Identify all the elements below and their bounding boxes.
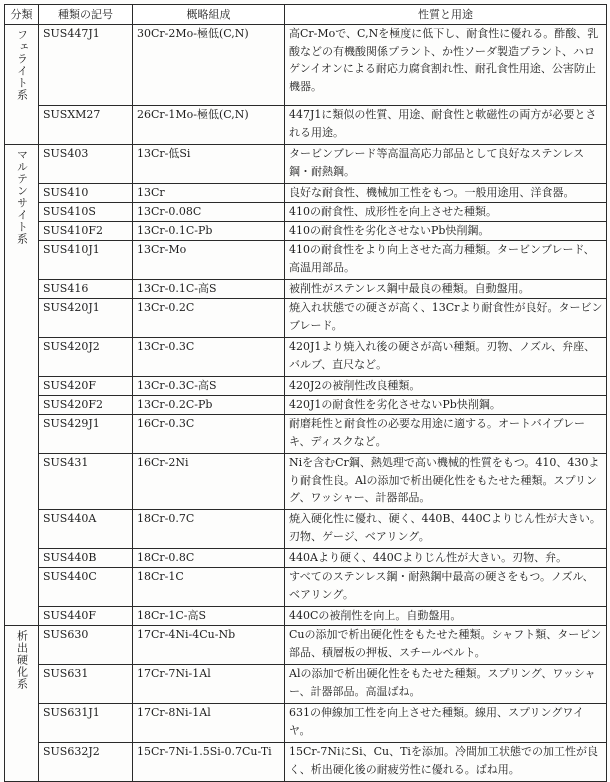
composition-cell: 13Cr-0.3C bbox=[133, 338, 285, 377]
category-label: 析出硬化系 bbox=[15, 630, 29, 690]
usage-cell: 高Cr-Moで、C,Nを極度に低下し、耐食性に優れる。酢酸、乳酸などの有機酸関係プラント、か性ソーダ製造プラント、ハロゲンイオンによる耐応力腐食割れ性、耐孔食性用途、公害防止機器。 bbox=[285, 25, 607, 106]
table-row bbox=[5, 454, 607, 510]
table-row bbox=[5, 549, 607, 568]
code-cell: SUS431 bbox=[39, 454, 133, 510]
code-cell: SUS416 bbox=[39, 280, 133, 299]
usage-cell: すべてのステンレス鋼・耐熱鋼中最高の硬さをもつ。ノズル、ベアリング。 bbox=[285, 568, 607, 607]
usage-cell: Niを含むCr鋼、熱処理で高い機械的性質をもつ。410、430より耐食性良。Alの添加で析出硬化性をもたせた種類。スプリング、ワッシャー、計器部品。 bbox=[285, 454, 607, 510]
composition-cell: 13Cr-Mo bbox=[133, 241, 285, 280]
code-cell: SUS410F2 bbox=[39, 222, 133, 241]
header-composition: 概略組成 bbox=[133, 5, 285, 25]
table-row bbox=[5, 299, 607, 338]
table-row bbox=[5, 510, 607, 549]
usage-cell: タービンブレード等高温高応力部品として良好なステンレス鋼・耐熱鋼。 bbox=[285, 145, 607, 184]
table-row bbox=[5, 396, 607, 415]
code-cell: SUS420J1 bbox=[39, 299, 133, 338]
composition-cell: 17Cr-8Ni-1Al bbox=[133, 704, 285, 743]
category-label: フェライト系 bbox=[15, 29, 29, 101]
usage-cell: Cuの添加で析出硬化性をもたせた種類。シャフト類、タービン部品、積層板の押板、スチールベルト。 bbox=[285, 626, 607, 665]
code-cell: SUS440C bbox=[39, 568, 133, 607]
table-body bbox=[5, 25, 607, 782]
table-row bbox=[5, 280, 607, 299]
category-cell bbox=[5, 25, 39, 145]
code-cell: SUS632J2 bbox=[39, 743, 133, 782]
usage-cell: 耐磨耗性と耐食性の必要な用途に適する。オートバイブレーキ、ディスクなど。 bbox=[285, 415, 607, 454]
usage-cell: 焼入硬化性に優れ、硬く、440B、440Cよりじん性が大きい。刃物、ゲージ、ベアリング。 bbox=[285, 510, 607, 549]
usage-cell: 410の耐食性、成形性を向上させた種類。 bbox=[285, 203, 607, 222]
table-row bbox=[5, 222, 607, 241]
table-row bbox=[5, 203, 607, 222]
table-row bbox=[5, 145, 607, 184]
header-usage: 性質と用途 bbox=[285, 5, 607, 25]
table-row bbox=[5, 106, 607, 145]
composition-cell: 13Cr-0.1C-Pb bbox=[133, 222, 285, 241]
composition-cell: 13Cr-低Si bbox=[133, 145, 285, 184]
composition-cell: 18Cr-1C bbox=[133, 568, 285, 607]
code-cell: SUS630 bbox=[39, 626, 133, 665]
table-row bbox=[5, 184, 607, 203]
usage-cell: 良好な耐食性、機械加工性をもつ。一般用途用、洋食器。 bbox=[285, 184, 607, 203]
code-cell: SUS420F bbox=[39, 377, 133, 396]
table-row bbox=[5, 25, 607, 106]
composition-cell: 15Cr-7Ni-1.5Si-0.7Cu-Ti bbox=[133, 743, 285, 782]
composition-cell: 18Cr-0.8C bbox=[133, 549, 285, 568]
code-cell: SUS420F2 bbox=[39, 396, 133, 415]
header-category: 分類 bbox=[5, 5, 39, 25]
usage-cell: 15Cr-7NiにSi、Cu、Tiを添加。冷間加工状態での加工性が良く、析出硬化後の耐疲労性に優れる。ばね用。 bbox=[285, 743, 607, 782]
category-cell bbox=[5, 626, 39, 782]
table-row bbox=[5, 338, 607, 377]
table-row bbox=[5, 607, 607, 626]
category-label: マルテンサイト系 bbox=[15, 149, 29, 245]
table-row bbox=[5, 626, 607, 665]
usage-cell: 440Cの被削性を向上。自動盤用。 bbox=[285, 607, 607, 626]
usage-cell: 焼入れ状態での硬さが高く、13Crより耐食性が良好。タービンブレード。 bbox=[285, 299, 607, 338]
code-cell: SUS440F bbox=[39, 607, 133, 626]
table-row bbox=[5, 377, 607, 396]
composition-cell: 18Cr-0.7C bbox=[133, 510, 285, 549]
composition-cell: 13Cr-0.3C-高S bbox=[133, 377, 285, 396]
composition-cell: 13Cr-0.08C bbox=[133, 203, 285, 222]
code-cell: SUS631 bbox=[39, 665, 133, 704]
code-cell: SUS631J1 bbox=[39, 704, 133, 743]
code-cell: SUS440A bbox=[39, 510, 133, 549]
table-row bbox=[5, 241, 607, 280]
table-row bbox=[5, 415, 607, 454]
code-cell: SUSXM27 bbox=[39, 106, 133, 145]
code-cell: SUS440B bbox=[39, 549, 133, 568]
usage-cell: 420J1の耐食性を劣化させないPb快削鋼。 bbox=[285, 396, 607, 415]
composition-cell: 30Cr-2Mo-極低(C,N) bbox=[133, 25, 285, 106]
usage-cell: 410の耐食性を劣化させないPb快削鋼。 bbox=[285, 222, 607, 241]
stainless-steel-table bbox=[4, 4, 607, 782]
composition-cell: 16Cr-2Ni bbox=[133, 454, 285, 510]
code-cell: SUS403 bbox=[39, 145, 133, 184]
usage-cell: Alの添加で析出硬化性をもたせた種類。スプリング、ワッシャー、計器部品。高温ばね。 bbox=[285, 665, 607, 704]
usage-cell: 447J1に類似の性質、用途、耐食性と軟磁性の両方が必要とされる用途。 bbox=[285, 106, 607, 145]
table-row bbox=[5, 665, 607, 704]
header-code: 種類の記号 bbox=[39, 5, 133, 25]
code-cell: SUS429J1 bbox=[39, 415, 133, 454]
table-row bbox=[5, 743, 607, 782]
table-row bbox=[5, 704, 607, 743]
composition-cell: 18Cr-1C-高S bbox=[133, 607, 285, 626]
composition-cell: 17Cr-4Ni-4Cu-Nb bbox=[133, 626, 285, 665]
header-row bbox=[5, 5, 607, 25]
composition-cell: 13Cr-0.2C-Pb bbox=[133, 396, 285, 415]
code-cell: SUS447J1 bbox=[39, 25, 133, 106]
usage-cell: 420J2の被削性改良種類。 bbox=[285, 377, 607, 396]
usage-cell: 420J1より焼入れ後の硬さが高い種類。刃物、ノズル、弁座、バルブ、直尺など。 bbox=[285, 338, 607, 377]
table-row bbox=[5, 568, 607, 607]
composition-cell: 13Cr-0.2C bbox=[133, 299, 285, 338]
code-cell: SUS420J2 bbox=[39, 338, 133, 377]
code-cell: SUS410S bbox=[39, 203, 133, 222]
composition-cell: 16Cr-0.3C bbox=[133, 415, 285, 454]
usage-cell: 被削性がステンレス鋼中最良の種類。自動盤用。 bbox=[285, 280, 607, 299]
code-cell: SUS410 bbox=[39, 184, 133, 203]
composition-cell: 13Cr bbox=[133, 184, 285, 203]
usage-cell: 631の伸線加工性を向上させた種類。線用、スプリングワイヤ。 bbox=[285, 704, 607, 743]
code-cell: SUS410J1 bbox=[39, 241, 133, 280]
composition-cell: 17Cr-7Ni-1Al bbox=[133, 665, 285, 704]
usage-cell: 440Aより硬く、440Cよりじん性が大きい。刃物、弁。 bbox=[285, 549, 607, 568]
composition-cell: 13Cr-0.1C-高S bbox=[133, 280, 285, 299]
composition-cell: 26Cr-1Mo-極低(C,N) bbox=[133, 106, 285, 145]
category-cell bbox=[5, 145, 39, 626]
usage-cell: 410の耐食性をより向上させた高力種類。タービンブレード、高温用部品。 bbox=[285, 241, 607, 280]
